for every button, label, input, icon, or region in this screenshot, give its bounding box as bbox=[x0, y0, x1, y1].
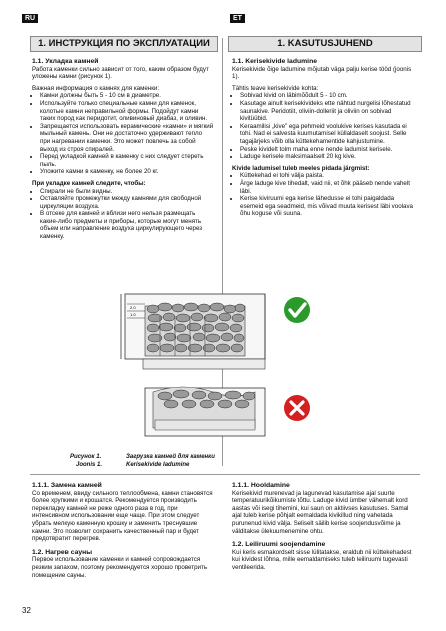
caption-text-et: Kerisekivide ladumine bbox=[126, 461, 190, 468]
et-heating-title: 1.2. Leiliruumi soojendamine bbox=[232, 541, 326, 549]
figure-caption-labels bbox=[70, 454, 102, 469]
list-item: • В отсеке для камней и вблизи него нельзя размещать какие-либо предметы и приборы, которые могут менять объем или направление воздуха циркулирующего через каменку. bbox=[40, 210, 214, 240]
et-column-bottom bbox=[232, 482, 418, 576]
stone-loading-figure bbox=[115, 284, 315, 440]
cross-icon bbox=[284, 395, 310, 421]
caption-text-ru: Загрузка камней для каменки bbox=[126, 454, 215, 460]
ru-when-title: При укладке камней следите, чтобы: bbox=[32, 179, 146, 187]
horizontal-divider bbox=[30, 474, 420, 475]
check-icon bbox=[284, 297, 310, 323]
et-column-top bbox=[232, 58, 418, 222]
list-item: • Keraamilisi „kive” ega pehmeid voolukive kerises kasutada ei tohi. Nad ei salvesta kuumutamisel küllaldaselt soojust. Selle tagajärjeks võib olla küttekehamentide kahjustumine. bbox=[240, 123, 418, 146]
list-item: • Küttekehad ei tohi välja paista. bbox=[240, 172, 418, 180]
ru-info-title: Важная информация о камнях для каменки: bbox=[32, 84, 160, 92]
language-tag-ru: RU bbox=[22, 14, 38, 23]
et-info-title: Tähtis teave kerisekivide kohta: bbox=[232, 84, 319, 92]
list-item: • Laduge kerisele maksimaalselt 20 kg kive. bbox=[240, 153, 418, 161]
list-item: • Камни должны быть 5 - 10 см в диаметре. bbox=[40, 92, 214, 100]
et-maintenance-text: Kerisekivid murenevad ja lagunevad kasutamise ajal suurte temperatuurikõikumiste tõttu. Laduge kivid ümber vähemalt kord aastas või isegi tihemini, kui saun on aktiivses kasutuses. Samal ajal tuleb kerise põhjalt eemaldada kivikillud ning vahetada purunenud kivid välja. Seliselt säilib kerise soojendusvõime ja välditakse ülekuumenemine ohtu. bbox=[232, 489, 409, 535]
caption-label-et: Joonis 1. bbox=[76, 461, 103, 468]
ru-info-list bbox=[32, 92, 214, 176]
list-item: • Kerise kiviruumi ega kerise lähedusse ei tohi paigaldada esemeid ega seadmeid, mis võivad muuta kerisest läbi voolava õhu koguse või suuna. bbox=[240, 195, 418, 218]
heater-incorrect-drawing bbox=[145, 387, 265, 436]
list-item: • Используйте только специальные камни для каменок, колотые камни неправильной формы. Подойдут камни таких пород как перидотит, оливиновый диабаз, и оливин. bbox=[40, 100, 214, 123]
list-item: • Запрещается использовать керамические «камни» и мягкий мыльный камень. Они не достаточно удерживают тепло при нагревании каменки. Это может повлечь за собой выход из строя спиралей. bbox=[40, 123, 214, 153]
ru-heating-text: Первое использование каменки и камней сопровождается резким запахом, поэтому рекомендуется хорошо проветрить помещение сауны. bbox=[32, 556, 208, 579]
page-number: 32 bbox=[22, 606, 31, 615]
ru-heating-title: 1.2. Нагрев сауны bbox=[32, 548, 93, 556]
list-item: • Sobivad kivid on läbimõõdult 5 - 10 cm. bbox=[240, 92, 418, 100]
et-info-list bbox=[232, 92, 418, 160]
ru-column-bottom bbox=[32, 482, 214, 583]
section-title-ru: 1. ИНСТРУКЦИЯ ПО ЭКСПЛУАТАЦИИ bbox=[30, 36, 218, 52]
list-item: • Ärge laduge kive tihedalt, vaid nii, et õhk pääseb nende vahelt läbi. bbox=[240, 180, 418, 195]
ru-maintenance-title: 1.1.1. Замена камней bbox=[32, 482, 102, 489]
et-heating-text: Kui keris esmakordselt sisse lülitatakse, eraldub nii küttekehadest kui kividest lõhna, mille eemaldamiseks tuleb leiliruumi tugevasti ventileerida. bbox=[232, 548, 412, 571]
caption-label-ru: Рисунок 1. bbox=[70, 454, 102, 460]
figure-caption-texts bbox=[126, 454, 215, 469]
ru-when-list bbox=[32, 188, 214, 241]
et-subsection-title: 1.1. Kerisekivide ladumine bbox=[232, 58, 318, 65]
heater-correct-drawing bbox=[121, 294, 265, 369]
list-item: • Kasutage ainult kerisekivideks ette nähtud nurgelisi lõhestatud saunakive. Peridotiit, oliviin-dolleriit ja oliviin on sobivad kivitüübid. bbox=[240, 100, 418, 123]
section-title-et: 1. KASUTUSJUHEND bbox=[228, 36, 422, 52]
list-item: • Спирали не были видны. bbox=[40, 188, 214, 196]
list-item: • Перед укладкой камней в каменку с них следует стереть пыль. bbox=[40, 153, 214, 168]
dim-label-20: 2.0 bbox=[130, 305, 136, 310]
et-intro: Kerisekivide õige ladumine mõjutab väga palju kerise tööd (joonis 1). bbox=[232, 65, 412, 81]
dim-label-10: 1.0 bbox=[130, 312, 136, 317]
ru-subsection-title: 1.1. Укладка камней bbox=[32, 58, 99, 65]
et-maintenance-title: 1.1.1. Hooldamine bbox=[232, 482, 290, 489]
ru-intro: Работа каменки сильно зависит от того, каким образом будут уложены камни (рисунок 1). bbox=[32, 65, 209, 81]
et-when-list bbox=[232, 172, 418, 218]
ru-maintenance-text: Со временем, ввиду сильного теплообмена, камни становятся более хрупкими и крошатся. Рекомендуется производить перекладку камней не реже одного раза в год, при интенсивном использовании еще чаще. При этом следует убрать мелкую каменную крошку и заменить треснувшие камни. Это позволит сохранить качественный пар и будет предотвратит перегрев. bbox=[32, 489, 213, 543]
language-tag-et: ET bbox=[230, 14, 245, 23]
list-item: • Peske kividelt tolm maha enne nende ladumist kerisele. bbox=[240, 146, 418, 154]
list-item: • Оставляйте промежутки между камнями для свободной циркуляции воздуха. bbox=[40, 195, 214, 210]
ru-column-top bbox=[32, 58, 214, 245]
et-when-title: Kivide ladumisel tuleb meeles pidada järgmist: bbox=[232, 164, 370, 172]
list-item: • Уложите камни в каменку, не более 20 кг. bbox=[40, 168, 214, 176]
